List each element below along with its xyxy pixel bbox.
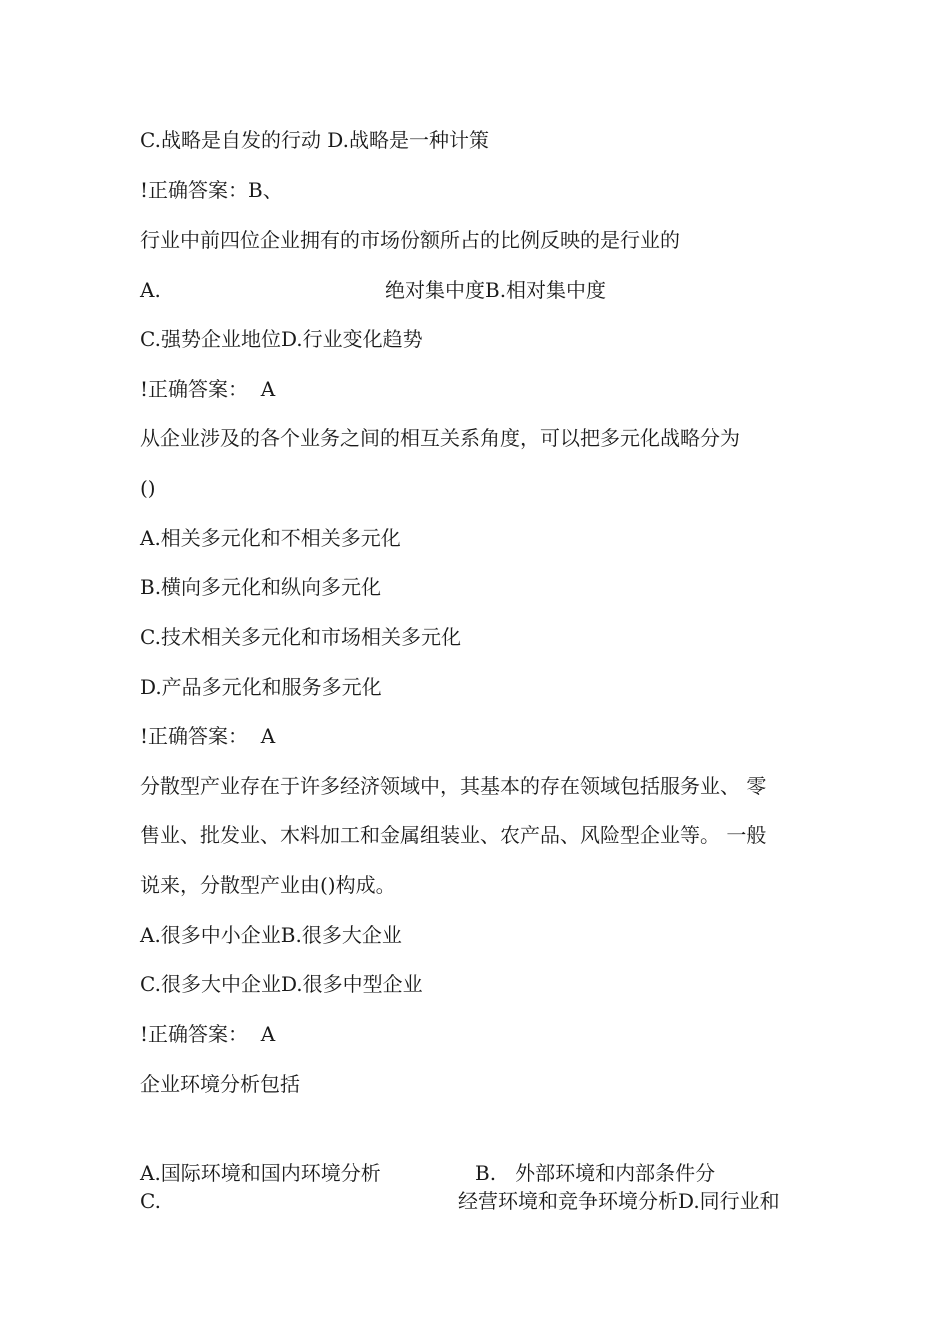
text-line: A.很多中小企业B.很多大企业: [140, 923, 402, 947]
text-line: 企业环境分析包括: [140, 1072, 300, 1096]
text-line: C.战略是自发的行动 D.战略是一种计策: [140, 128, 489, 152]
text-line: (): [140, 476, 156, 500]
text-line: C.技术相关多元化和市场相关多元化: [140, 625, 461, 649]
text-line: D.产品多元化和服务多元化: [140, 675, 382, 699]
text-line: A.: [140, 278, 161, 302]
text-line: C.很多大中企业D.很多中型企业: [140, 972, 423, 996]
text-line: 分散型产业存在于许多经济领域中，其基本的存在领域包括服务业、 零: [140, 774, 767, 798]
text-line: C.强势企业地位D.行业变化趋势: [140, 327, 423, 351]
text-line: !正确答案： A: [140, 1022, 276, 1046]
text-line: 售业、批发业、木料加工和金属组装业、农产品、风险型企业等。 一般: [140, 823, 767, 847]
text-line: C.: [140, 1189, 161, 1213]
text-line: 行业中前四位企业拥有的市场份额所占的比例反映的是行业的: [140, 228, 680, 252]
text-line: 说来，分散型产业由()构成。: [140, 873, 396, 897]
text-line: 绝对集中度B.相对集中度: [385, 278, 607, 302]
text-line: 经营环境和竞争环境分析D.同行业和: [458, 1189, 780, 1213]
text-line: A.相关多元化和不相关多元化: [140, 526, 401, 550]
text-line: B. 外部环境和内部条件分: [475, 1161, 716, 1185]
text-line: !正确答案： A: [140, 377, 276, 401]
text-line: !正确答案： A: [140, 724, 276, 748]
text-line: A.国际环境和国内环境分析: [140, 1161, 381, 1185]
text-line: B.横向多元化和纵向多元化: [140, 575, 382, 599]
text-line: 从企业涉及的各个业务之间的相互关系角度，可以把多元化战略分为: [140, 426, 740, 450]
text-line: !正确答案：B、: [140, 178, 283, 202]
